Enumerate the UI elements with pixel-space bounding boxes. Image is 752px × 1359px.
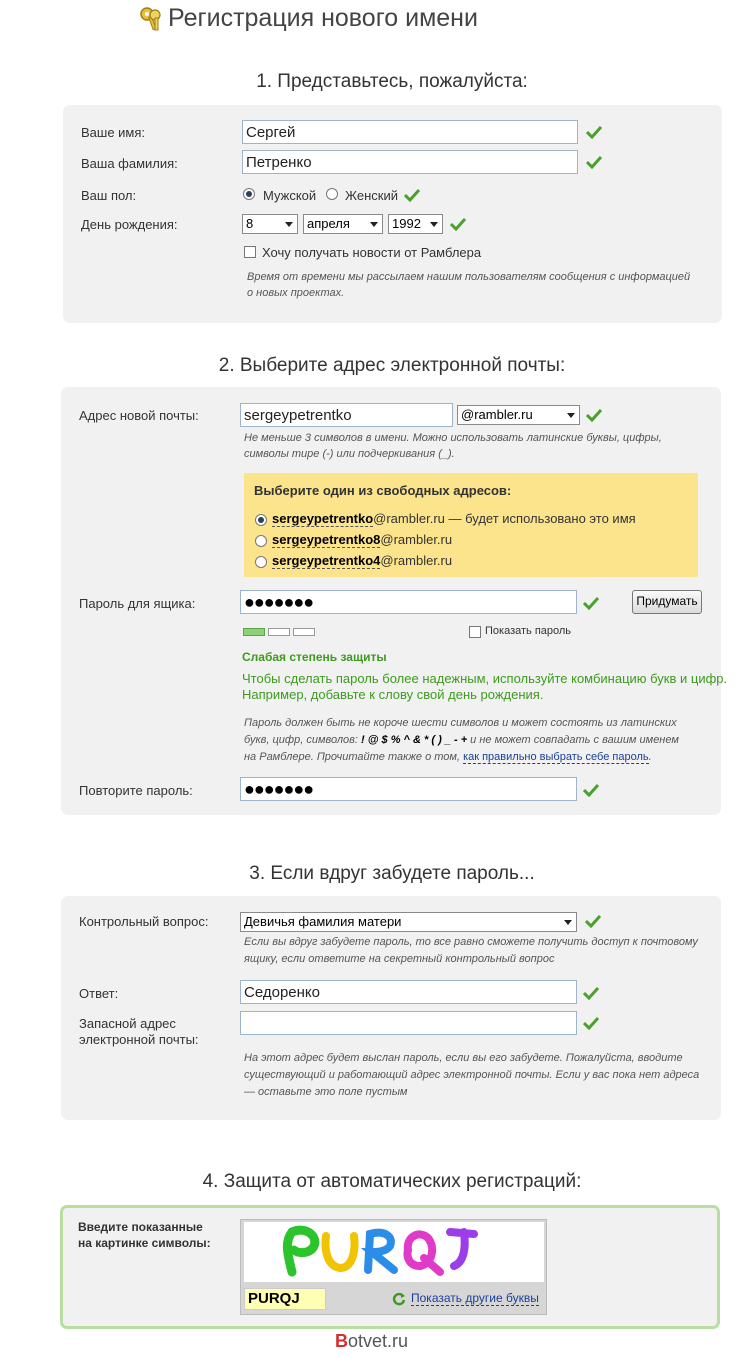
suggestion-radio-3[interactable]: [255, 556, 267, 568]
suggestion-1-name: sergeypetrentko: [272, 511, 374, 526]
pwd-hint-line3-prefix: на Рамблере. Прочитайте также о том,: [244, 751, 464, 763]
gender-label: Ваш пол:: [81, 188, 137, 203]
pwd-hint-line2-prefix: букв, цифр, символов:: [244, 734, 362, 746]
suggestion-3-domain: @rambler.ru: [380, 553, 453, 568]
pwd-hint-line2-suffix: и не может совпадать с вашим именем: [467, 734, 679, 746]
pwd-hint-symbols: ! @ $ % ^ & * ( ) _ - +: [361, 734, 468, 746]
birthday-month-select[interactable]: [303, 214, 383, 234]
captcha-image: [244, 1222, 544, 1282]
first-name-input[interactable]: Сергей: [242, 120, 578, 144]
email-label: Адрес новой почты:: [79, 408, 199, 423]
backup-email-label-line2: электронной почты:: [79, 1032, 199, 1047]
gender-female-radio[interactable]: [326, 188, 338, 200]
section1-title: 1. Представьтесь, пожалуйста:: [256, 71, 528, 92]
question-select[interactable]: [240, 912, 577, 932]
birthday-day-value: 8: [246, 216, 254, 231]
chevron-down-icon: [567, 413, 575, 418]
captcha-label-line1: Введите показанные: [78, 1220, 203, 1234]
suggestion-2-domain: @rambler.ru: [380, 532, 453, 547]
section2-title: 2. Выберите адрес электронной почты:: [218, 355, 566, 376]
suggestion-radio-1[interactable]: [255, 514, 267, 526]
suggestion-2-name: sergeypetrentko8: [272, 532, 381, 547]
suggestion-3-name: sergeypetrentko4: [272, 553, 381, 568]
strength-segment: [243, 628, 265, 636]
backup-hint-line3: — оставьте это поле пустым: [244, 1086, 408, 1098]
section4-title: 4. Защита от автоматических регистраций:: [202, 1171, 582, 1192]
news-label[interactable]: Хочу получать новости от Рамблера: [262, 245, 482, 260]
chevron-down-icon: [564, 920, 572, 925]
backup-hint-line2: существующий и работающий адрес электронной почты. Если у вас пока нет адреса: [244, 1069, 700, 1081]
page-title: Регистрация нового имени: [168, 4, 478, 32]
first-name-label: Ваше имя:: [81, 125, 146, 140]
password-label: Пароль для ящика:: [79, 596, 196, 611]
backup-hint-line1: На этот адрес будет выслан пароль, если вы его забудете. Пожалуйста, вводите: [244, 1052, 683, 1064]
birthday-day-select[interactable]: [242, 214, 298, 234]
email-hint-line1: Не меньше 3 символов в имени. Можно использовать латинские буквы, цифры,: [244, 432, 662, 444]
pwd-hint-line2: [244, 732, 679, 748]
domain-select[interactable]: [457, 405, 580, 425]
captcha-label-line2: на картинке символы:: [78, 1236, 211, 1250]
chevron-down-icon: [370, 222, 378, 227]
check-icon: [583, 1016, 599, 1030]
captcha-input[interactable]: PURQJ: [244, 1288, 326, 1310]
watermark: [335, 1331, 408, 1352]
watermark-first-letter: B: [335, 1331, 348, 1351]
strength-advice-line1: Чтобы сделать пароль более надежным, используйте комбинацию букв и цифр.: [242, 671, 728, 686]
domain-value: @rambler.ru: [461, 407, 533, 422]
pwd-hint-line1: Пароль должен быть не короче шести символов и может состоять из латинских: [244, 717, 677, 729]
gender-male-radio[interactable]: [243, 188, 255, 200]
strength-segment: [293, 628, 315, 636]
check-icon: [450, 217, 466, 231]
check-icon: [583, 783, 599, 797]
repeat-password-label: Повторите пароль:: [79, 783, 193, 798]
answer-label: Ответ:: [79, 986, 119, 1001]
check-icon: [586, 125, 602, 139]
email-hint-line2: символы тире (-) или подчеркивания (_).: [244, 448, 455, 460]
question-value: Девичья фамилия матери: [244, 914, 402, 929]
chevron-down-icon: [430, 222, 438, 227]
answer-input[interactable]: Седоренко: [240, 980, 577, 1004]
strength-advice-line2: Например, добавьте к слову свой день рождения.: [242, 687, 544, 702]
check-icon: [586, 408, 602, 422]
strength-title: Слабая степень защиты: [242, 650, 387, 664]
pwd-hint-line3: [244, 749, 652, 765]
check-icon: [585, 914, 601, 928]
password-input[interactable]: ●●●●●●●: [240, 590, 577, 614]
birthday-year-select[interactable]: [388, 214, 443, 234]
news-checkbox[interactable]: [244, 246, 256, 258]
suggestion-3[interactable]: [272, 553, 452, 568]
check-icon: [404, 188, 420, 202]
question-label: Контрольный вопрос:: [79, 914, 209, 929]
password-help-link[interactable]: как правильно выбрать себе пароль: [463, 751, 649, 763]
check-icon: [583, 596, 599, 610]
check-icon: [583, 986, 599, 1000]
repeat-password-input[interactable]: ●●●●●●●: [240, 777, 577, 801]
watermark-rest: otvet.ru: [348, 1331, 409, 1351]
pwd-hint-line3-suffix: .: [648, 751, 652, 763]
birthday-label: День рождения:: [81, 217, 178, 232]
question-hint-line1: Если вы вдруг забудете пароль, то все равно сможете получить доступ к почтовому: [244, 936, 698, 948]
birthday-month-value: апреля: [307, 216, 350, 231]
news-hint-line2: о новых проектах.: [247, 287, 345, 299]
suggestion-1-note: — будет использовано это имя: [444, 511, 636, 526]
show-other-letters-link[interactable]: Показать другие буквы: [411, 1291, 539, 1305]
suggestion-1-domain: @rambler.ru: [373, 511, 445, 526]
show-password-checkbox[interactable]: [469, 626, 481, 638]
refresh-icon[interactable]: [392, 1292, 406, 1306]
section3-title: 3. Если вдруг забудете пароль...: [249, 863, 535, 884]
suggestion-1[interactable]: [272, 511, 636, 526]
backup-email-label-line1: Запасной адрес: [79, 1016, 176, 1031]
last-name-label: Ваша фамилия:: [81, 156, 178, 171]
generate-password-button[interactable]: Придумать: [632, 590, 702, 614]
suggestion-radio-2[interactable]: [255, 535, 267, 547]
birthday-year-value: 1992: [392, 216, 421, 231]
key-icon: [138, 6, 164, 32]
news-hint-line1: Время от времени мы рассылаем нашим пользователям сообщения с информацией: [247, 271, 691, 283]
email-input[interactable]: sergeypetrentko: [240, 403, 453, 427]
question-hint-line2: ящику, если ответите на секретный контрольный вопрос: [244, 953, 555, 965]
check-icon: [586, 155, 602, 169]
chevron-down-icon: [285, 222, 293, 227]
gender-male-label[interactable]: Мужской: [263, 188, 317, 203]
suggestion-2[interactable]: [272, 532, 452, 547]
suggestions-title: Выберите один из свободных адресов:: [254, 483, 512, 498]
backup-email-input[interactable]: [240, 1011, 577, 1035]
show-password-label[interactable]: Показать пароль: [485, 625, 572, 637]
strength-segment: [268, 628, 290, 636]
gender-female-label[interactable]: Женский: [345, 188, 398, 203]
last-name-input[interactable]: Петренко: [242, 150, 578, 174]
